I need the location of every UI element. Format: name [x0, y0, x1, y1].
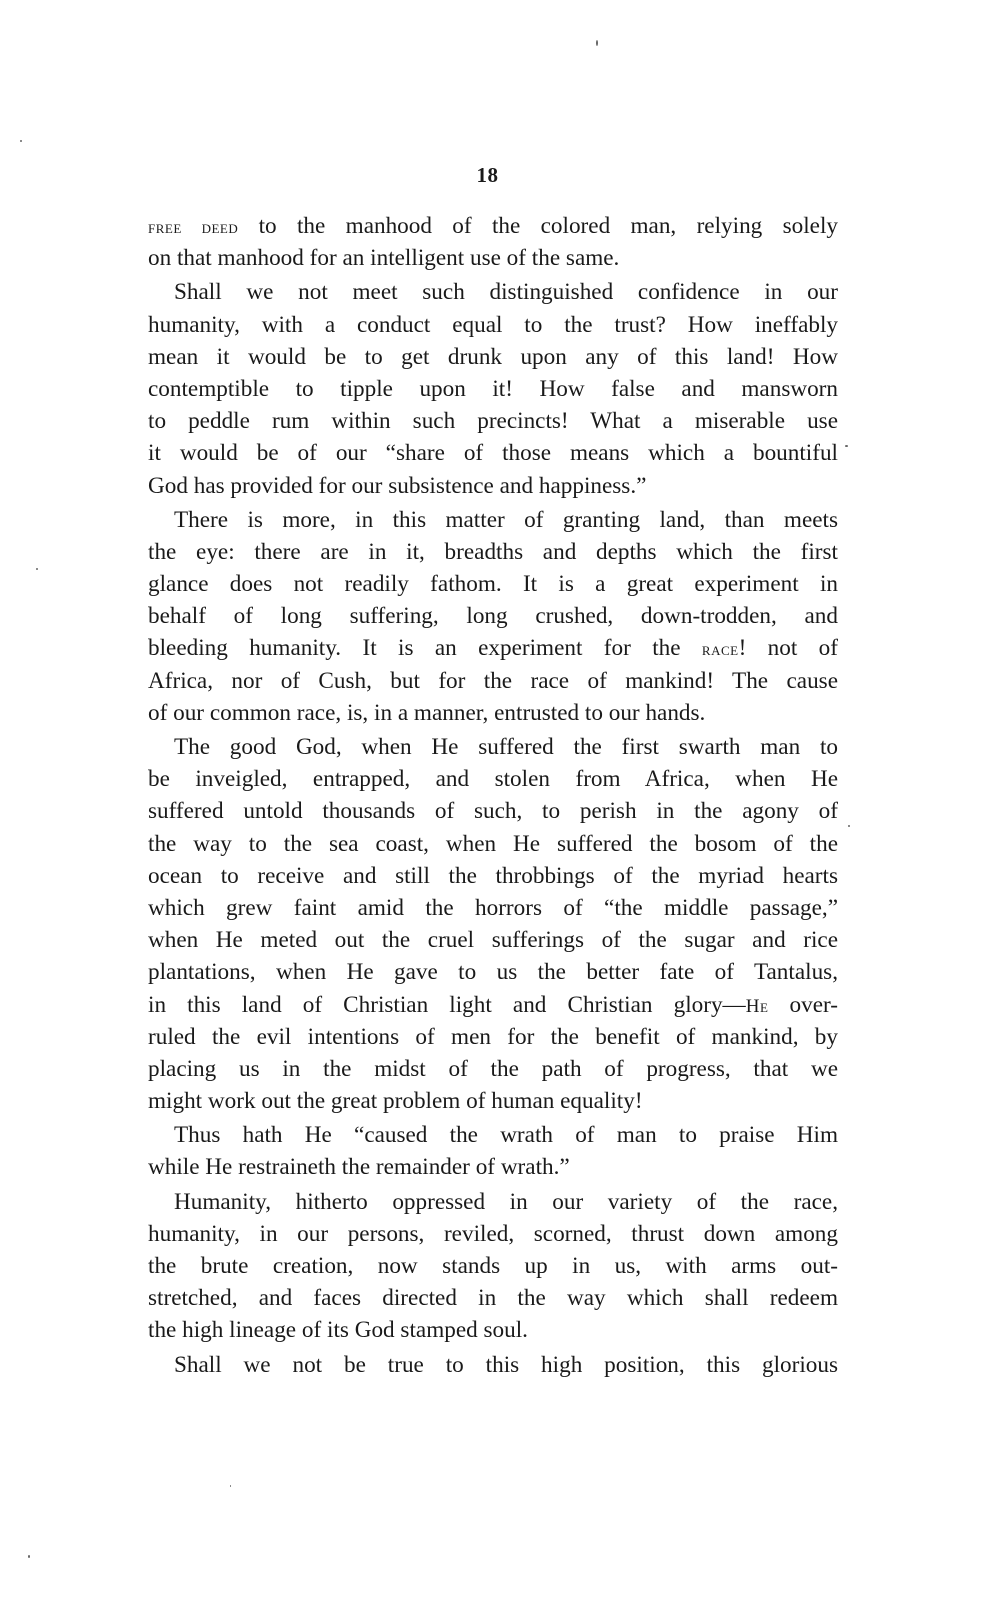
text-line [148, 632, 838, 664]
page-number: 18 [476, 163, 499, 187]
text-line: might work out the great problem of human equality! [148, 1088, 643, 1115]
text-line: when He meted out the cruel sufferings of the sugar and rice [148, 927, 838, 954]
paragraph [148, 1186, 838, 1347]
scan-speck [28, 1555, 30, 1558]
scan-speck [845, 445, 848, 447]
small-caps-text: race [701, 639, 739, 661]
text-line: mean it would be to get drunk upon any of this land! How [148, 343, 838, 370]
scan-speck [20, 140, 22, 142]
paragraph [148, 1119, 838, 1183]
text-line: contemptible to tipple upon it! How false and mansworn [148, 375, 838, 402]
text-line: suffered untold thousands of such, to perish in the agony of [148, 798, 838, 825]
scan-speck [848, 825, 850, 827]
text-line: on that manhood for an intelligent use of the same. [148, 245, 620, 272]
paragraph [148, 210, 838, 274]
line-text: in this land of Christian light and Christian glory— [148, 991, 746, 1018]
text-line: the way to the sea coast, when He suffered the bosom of the [148, 830, 838, 857]
text-line: The good God, when He suffered the first swarth man to [174, 734, 838, 760]
text-line: while He restraineth the remainder of wrath.” [148, 1154, 570, 1181]
text-line: God has provided for our subsistence and happiness.” [148, 472, 647, 499]
text-line: humanity, in our persons, reviled, scorned, thrust down among [148, 1220, 838, 1247]
paragraph [148, 504, 838, 729]
text-line: Humanity, hitherto oppressed in our variety of the race, [174, 1188, 838, 1215]
text-line: ocean to receive and still the throbbings of the myriad hearts [148, 862, 838, 889]
text-line: the brute creation, now stands up in us, with arms out- [148, 1253, 838, 1279]
line-text: ! not of [738, 635, 838, 662]
text-line: the high lineage of its God stamped soul. [148, 1317, 528, 1344]
text-line: which grew faint amid the horrors of “the middle passage,” [148, 894, 838, 921]
line-text: over- [768, 991, 838, 1018]
text-line: to peddle rum within such precincts! What a miserable use [148, 408, 838, 435]
body-text [148, 210, 838, 1381]
text-line: Thus hath He “caused the wrath of man to praise Him [174, 1122, 838, 1149]
text-line [148, 210, 838, 242]
paragraph [148, 1349, 838, 1381]
small-caps-text: free deed [148, 217, 239, 238]
text-line: humanity, with a conduct equal to the trust? How ineffably [148, 311, 838, 338]
text-line: placing us in the midst of the path of progress, that we [148, 1055, 838, 1082]
paragraph [148, 276, 838, 501]
line-text: bleeding humanity. It is an experiment for the [148, 635, 702, 662]
line-text: to the manhood of the colored man, relying solely [238, 213, 838, 239]
text-line: glance does not readily fathom. It is a great experiment in [148, 571, 838, 598]
text-line: be inveigled, entrapped, and stolen from Africa, when He [148, 766, 838, 793]
scan-speck [230, 1485, 231, 1487]
scan-speck [596, 40, 598, 46]
text-line: There is more, in this matter of granting land, than meets [174, 506, 838, 533]
text-line: the eye: there are in it, breadths and depths which the first [148, 538, 838, 565]
text-line: Shall we not meet such distinguished confidence in our [174, 279, 838, 306]
scan-speck [36, 568, 38, 570]
text-line: behalf of long suffering, long crushed, down-trodden, and [148, 603, 838, 630]
small-caps-text: He [745, 995, 769, 1017]
text-line: Africa, nor of Cush, but for the race of mankind! The cause [148, 667, 838, 694]
text-line: of our common race, is, in a manner, entrusted to our hands. [148, 699, 706, 726]
text-line: Shall we not be true to this high position, this glorious [174, 1351, 838, 1378]
text-line: plantations, when He gave to us the better fate of Tantalus, [148, 959, 838, 986]
text-line [148, 989, 838, 1021]
text-line: ruled the evil intentions of men for the benefit of mankind, by [148, 1023, 838, 1050]
paragraph [148, 731, 838, 1117]
text-line: it would be of our “share of those means which a bountiful [148, 440, 838, 467]
text-line: stretched, and faces directed in the way which shall redeem [148, 1285, 838, 1312]
